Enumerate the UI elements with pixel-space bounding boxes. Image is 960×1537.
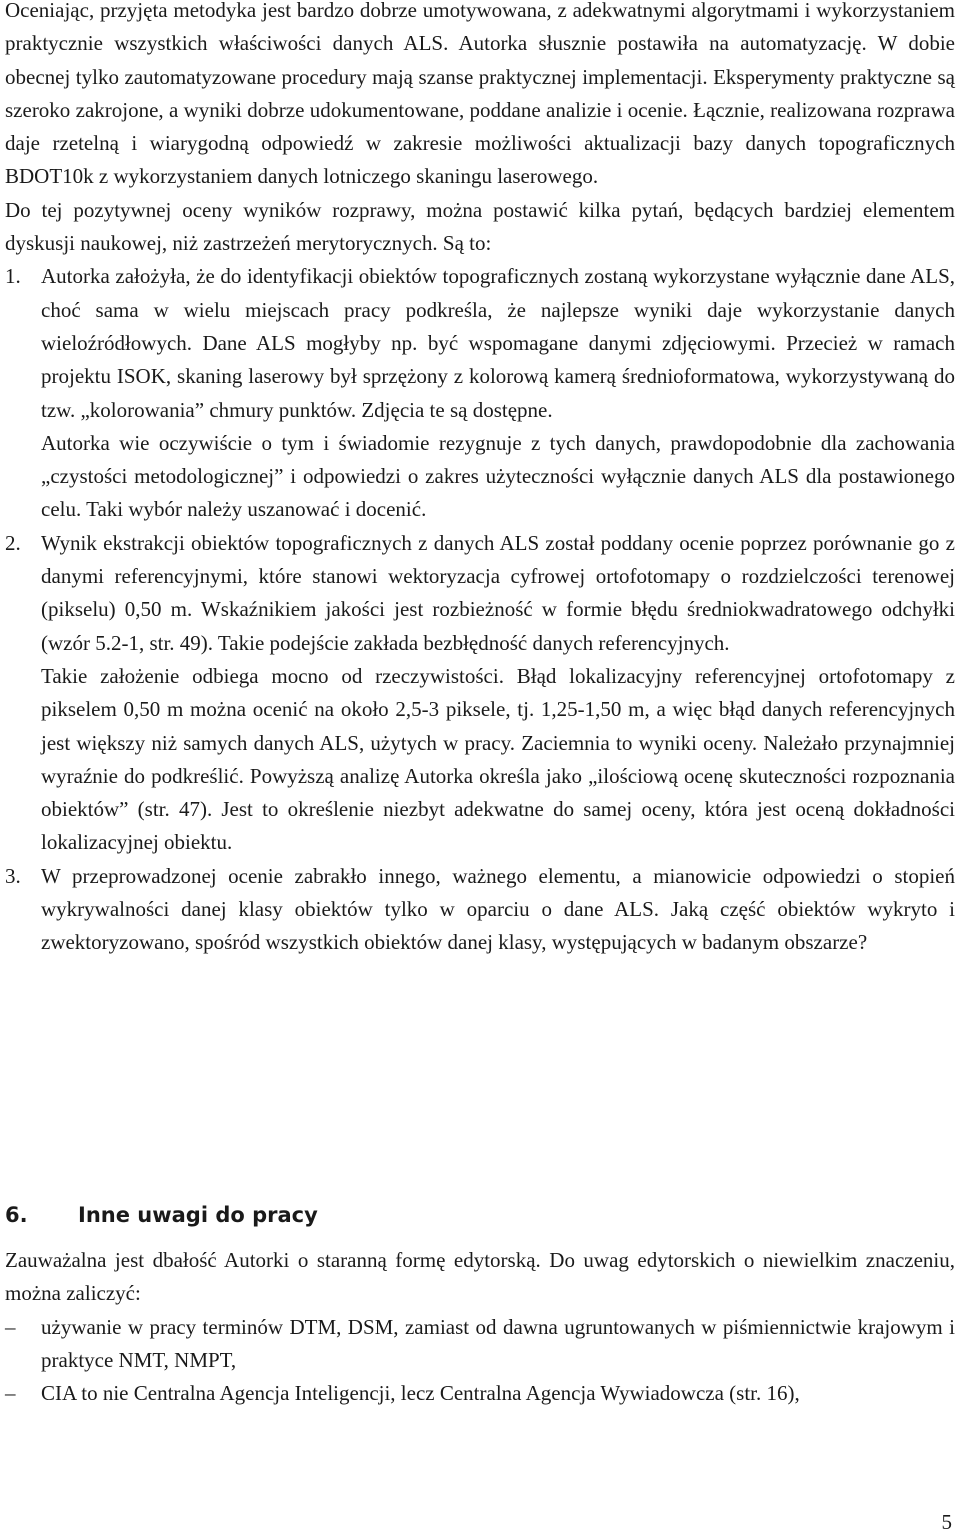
question-1-paragraph: Autorka wie oczywiście o tym i świadomie rezygnuje z tych danych, prawdopodobnie dla zachowania „czystości metodologicznej” i odpowiedzi o zakres użyteczności wyłącznie danych ALS dla postawionego celu. Taki wybór należy uszanować i docenić. xyxy=(41,430,955,522)
question-item-2 xyxy=(5,527,955,860)
question-2-paragraph: Wynik ekstrakcji obiektów topograficznych z danych ALS został poddany ocenie poprzez porównanie go z danymi referencyjnymi, które stanowi wektoryzacja cyfrowej ortofotomapy o rozdzielczości terenowej (pikselu) 0,50 m. Wskaźnikiem jakości jest rozbieżność w formie błędu średniokwadratowego odchyłki (wzór 5.2-1, str. 49). Takie podejście zakłada bezbłędność danych referencyjnych. xyxy=(41,530,955,655)
questions-intro-paragraph: Do tej pozytywnej oceny wyników rozprawy, można postawić kilka pytań, będących bardziej elementem dyskusji naukowej, niż zastrzeżeń merytorycznych. Są to: xyxy=(5,197,955,256)
section-6-paragraph: Zauważalna jest dbałość Autorki o staranną formę edytorską. Do uwag edytorskich o niewielkim znaczeniu, można zaliczyć: xyxy=(5,1248,955,1306)
bullet-text: używanie w pracy terminów DTM, DSM, zamiast od dawna ugruntowanych w piśmiennictwie krajowym i praktyce NMT, NMPT, xyxy=(41,1314,955,1372)
bullet-text: CIA to nie Centralna Agencja Inteligencji, lecz Centralna Agencja Wywiadowcza (str. 16), xyxy=(41,1381,800,1406)
question-3-paragraph: W przeprowadzonej ocenie zabrakło innego, ważnego elementu, a mianowicie odpowiedzi o stopień wykrywalności danej klasy obiektów tylko w oparciu o dane ALS. Jaką część obiektów wykryto i zwektoryzowano, spośród wszystkich obiektów danej klasy, występujących w badanym obszarze? xyxy=(41,863,955,955)
section-number: 6. xyxy=(5,1203,28,1227)
question-1-paragraph: Autorka założyła, że do identyfikacji obiektów topograficznych zostaną wykorzystane wyłącznie dane ALS, choć sama w wielu miejscach pracy podkreśla, że najlepsze wyniki daje wykorzystanie danych wieloźródłowych. Dane ALS mogłyby np. być wspomagane danymi zdjęciowymi. Przecież w ramach projektu ISOK, skaning laserowy był sprzężony z kolorową kamerą średnioformatowa, wykorzystywaną do tzw. „kolorowania” chmury punktów. Zdjęcia te są dostępne. xyxy=(41,264,955,422)
question-item-1 xyxy=(5,260,955,526)
page-number: 5 xyxy=(941,1510,952,1534)
intro-paragraph: Oceniając, przyjęta metodyka jest bardzo dobrze umotywowana, z adekwatnymi algorytmami i wykorzystaniem praktycznie wszystkich właściwości danych ALS. Autorka słusznie postawiła na automatyzację. W dobie obecnej tylko zautomatyzowane procedury mają szanse praktycznej implementacji. Eksperymenty praktyczne są szeroko zakrojone, a wyniki dobrze udokumentowane, poddane analizie i ocenie. Łącznie, realizowana rozprawa daje rzetelną i wiarygodną odpowiedź w zakresie możliwości aktualizacji bazy danych topograficznych BDOT10k z wykorzystaniem danych lotniczego skaningu laserowego. xyxy=(5,0,955,189)
section-title: Inne uwagi do pracy xyxy=(78,1203,318,1227)
dash-marker: – xyxy=(5,1381,16,1406)
question-item-3 xyxy=(5,860,955,960)
list-number: 3. xyxy=(5,863,21,888)
dash-marker: – xyxy=(5,1314,16,1339)
bullet-item xyxy=(5,1311,955,1378)
bullet-item xyxy=(5,1377,955,1410)
section-6-body xyxy=(5,1244,955,1410)
section-heading xyxy=(5,1195,318,1235)
question-2-paragraph: Takie założenie odbiega mocno od rzeczywistości. Błąd lokalizacyjny referencyjnej ortofotomapy z pikselem 0,50 m można ocenić na około 2,5-3 piksele, tj. 1,25-1,50 m, a więc błąd danych referencyjnych jest większy niż samych danych ALS, użytych w pracy. Zaciemnia to wyniki oceny. Należało przynajmniej wyraźnie do podkreślić. Powyższą analizę Autorka określa jako „ilościową ocenę skuteczności rozpoznania obiektów” (str. 47). Jest to określenie niezbyt adekwatne do samej oceny, która jest oceną dokładności lokalizacyjnej obiektu. xyxy=(41,663,955,855)
document-page xyxy=(5,0,955,960)
list-number: 1. xyxy=(5,264,21,289)
list-number: 2. xyxy=(5,530,21,555)
